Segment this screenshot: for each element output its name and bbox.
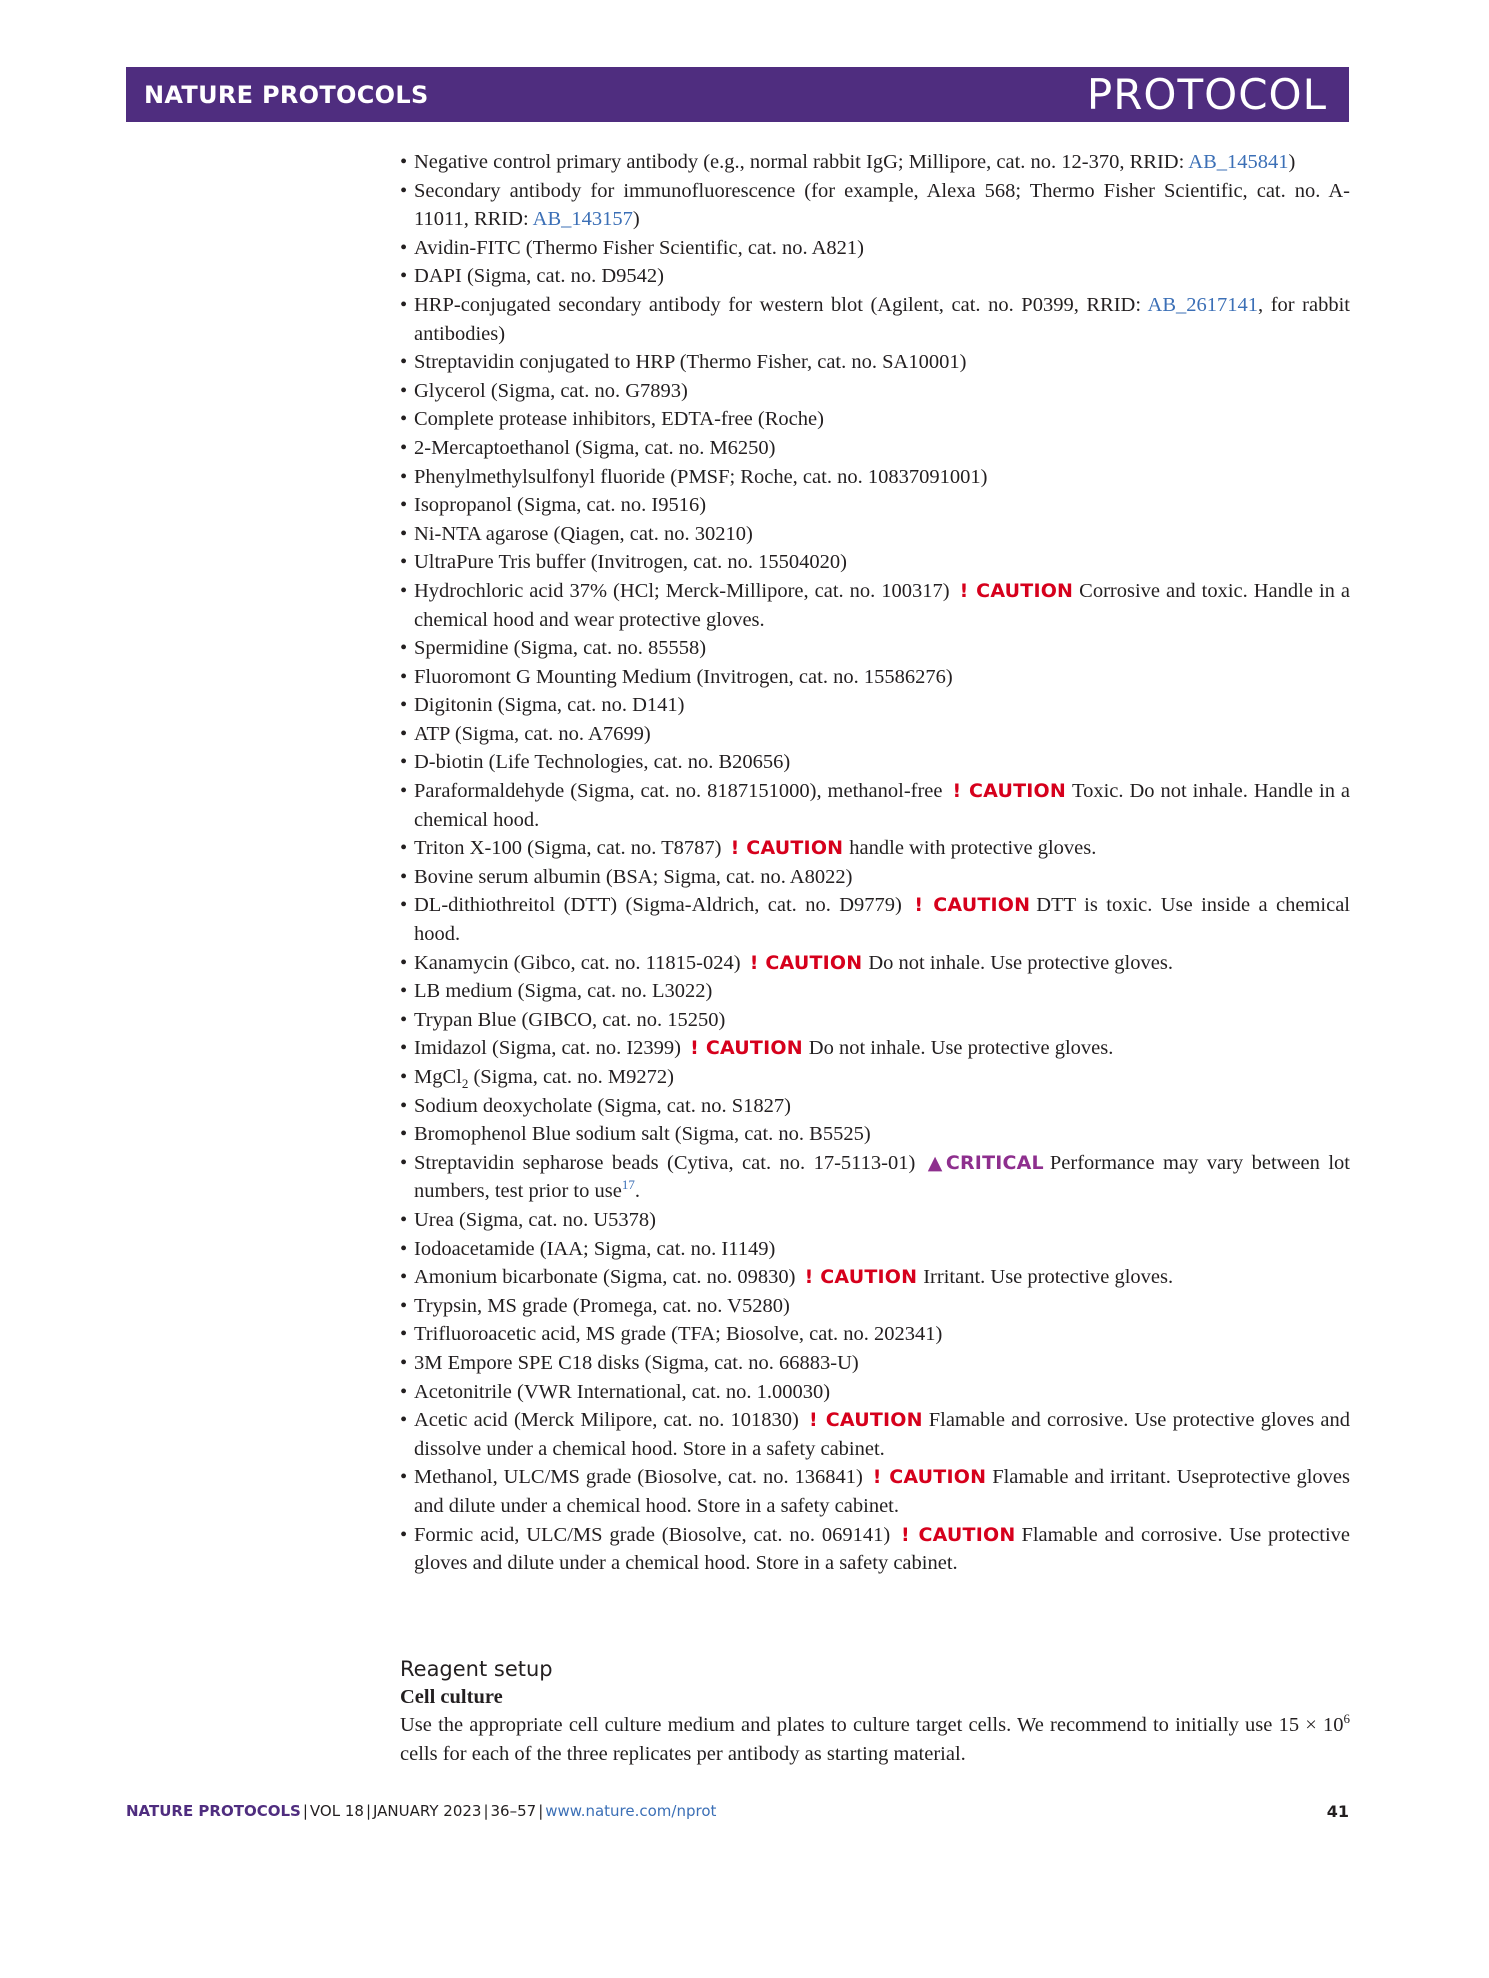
- reagent-item: [400, 234, 1350, 263]
- footer-date: JANUARY 2023: [373, 1802, 482, 1820]
- journal-name: NATURE PROTOCOLS: [144, 81, 429, 109]
- rrid-link[interactable]: AB_145841: [1188, 151, 1289, 173]
- reagent-text: Trifluoroacetic acid, MS grade (TFA; Biosolve, cat. no. 202341): [414, 1323, 943, 1346]
- rrid-link[interactable]: AB_143157: [532, 208, 633, 231]
- page-number: 41: [1326, 1802, 1349, 1821]
- reagent-note: handle with protective gloves.: [849, 837, 1097, 860]
- reagent-item: [400, 1320, 1350, 1349]
- reagent-note: Flamable and corrosive. Use protective gloves and dilute under a chemical hood. Store in a safety cabinet.: [414, 1523, 1351, 1575]
- section-heading: Reagent setup: [400, 1657, 553, 1681]
- caution-label: ! CAUTION: [952, 780, 1066, 803]
- reagent-setup-section: [400, 1655, 1350, 1768]
- reagent-text: 3M Empore SPE C18 disks (Sigma, cat. no. 66883-U): [414, 1351, 859, 1374]
- reagent-item: [400, 1349, 1350, 1378]
- reagent-item: [400, 348, 1350, 377]
- reagent-text: Triton X-100 (Sigma, cat. no. T8787): [414, 837, 727, 860]
- page-header: [126, 67, 1349, 122]
- reagent-text: UltraPure Tris buffer (Invitrogen, cat. no. 15504020): [414, 551, 847, 574]
- reagent-text: Formic acid, ULC/MS grade (Biosolve, cat. no. 069141): [414, 1523, 898, 1546]
- reagent-text: Avidin-FITC (Thermo Fisher Scientific, cat. no. A821): [414, 236, 864, 259]
- reagent-text: Streptavidin sepharose beads (Cytiva, cat. no. 17-5113-01): [414, 1151, 924, 1174]
- reagent-note: Irritant. Use protective gloves.: [923, 1266, 1174, 1289]
- article-type: PROTOCOL: [1086, 70, 1327, 119]
- reagent-item: [400, 148, 1350, 177]
- reagent-item: [400, 748, 1350, 777]
- reagent-item: [400, 1006, 1350, 1035]
- reagent-text: Paraformaldehyde (Sigma, cat. no. 8187151000), methanol-free: [414, 780, 949, 803]
- reagent-item: [400, 520, 1350, 549]
- subscript: 2: [461, 1076, 469, 1092]
- caution-label: ! CAUTION: [901, 1523, 1016, 1546]
- footer-journal: NATURE PROTOCOLS: [126, 1802, 301, 1820]
- reagent-text: 2-Mercaptoethanol (Sigma, cat. no. M6250): [414, 436, 776, 459]
- paragraph: [400, 1711, 1350, 1768]
- reagent-text: Isopropanol (Sigma, cat. no. I9516): [414, 494, 707, 517]
- reagent-text: Imidazol (Sigma, cat. no. I2399): [414, 1037, 687, 1060]
- reagent-item: [400, 1235, 1350, 1264]
- reagent-item: [400, 177, 1350, 234]
- reagent-item: [400, 577, 1350, 634]
- reagent-item: [400, 291, 1350, 348]
- reagent-item: [400, 377, 1350, 406]
- reagent-text: MgCl: [414, 1066, 462, 1088]
- subsection-heading: Cell culture: [400, 1686, 503, 1708]
- reagent-text: Acetic acid (Merck Milipore, cat. no. 101830): [414, 1409, 806, 1432]
- critical-label: ▲CRITICAL: [927, 1151, 1044, 1174]
- reagent-item: [400, 1406, 1350, 1463]
- reagent-item: [400, 891, 1350, 948]
- reagent-list-section: [400, 148, 1350, 1578]
- reagent-text: LB medium (Sigma, cat. no. L3022): [414, 980, 713, 1003]
- reagent-note: Flamable and irritant. Useprotective gloves and dilute under a chemical hood. Store in a safety cabinet.: [414, 1466, 1351, 1517]
- reagent-text: Urea (Sigma, cat. no. U5378): [414, 1208, 656, 1231]
- reagent-note: Corrosive and toxic. Handle in a chemical hood and wear protective gloves.: [414, 579, 1351, 631]
- reagent-text: Methanol, ULC/MS grade (Biosolve, cat. no. 136841): [414, 1466, 869, 1489]
- reagent-text: Complete protease inhibitors, EDTA-free (Roche): [414, 408, 824, 431]
- reagent-item: [400, 777, 1350, 834]
- reagent-item: [400, 691, 1350, 720]
- caution-label: ! CAUTION: [804, 1266, 918, 1289]
- caution-label: ! CAUTION: [809, 1409, 923, 1432]
- reagent-item: [400, 1521, 1350, 1578]
- reference-superscript[interactable]: 17: [621, 1177, 635, 1193]
- reagent-item: [400, 663, 1350, 692]
- superscript: 6: [1343, 1711, 1350, 1727]
- reagent-text: Kanamycin (Gibco, cat. no. 11815-024): [414, 951, 746, 974]
- paragraph-text: cells for each of the three replicates per antibody as starting material.: [400, 1742, 966, 1765]
- reagent-note: Do not inhale. Use protective gloves.: [868, 951, 1173, 974]
- reagent-text: Iodoacetamide (IAA; Sigma, cat. no. I1149): [414, 1237, 776, 1260]
- reagent-text: Glycerol (Sigma, cat. no. G7893): [414, 379, 688, 402]
- reagent-item: [400, 1063, 1350, 1092]
- reagent-item: [400, 405, 1350, 434]
- footer-pages: 36–57: [490, 1802, 537, 1820]
- reagent-item: [400, 463, 1350, 492]
- reagent-item: [400, 720, 1350, 749]
- reagent-text: Secondary antibody for immunofluorescence (for example, Alexa 568; Thermo Fisher Scientific, cat. no. A-11011, RRID:: [414, 179, 1350, 231]
- reagent-text-after: ): [1288, 151, 1296, 173]
- reagent-item: [400, 548, 1350, 577]
- footer-volume: VOL 18: [309, 1802, 364, 1820]
- caution-label: ! CAUTION: [690, 1037, 803, 1060]
- reagent-text-after: .: [634, 1180, 640, 1203]
- reagent-note: Do not inhale. Use protective gloves.: [808, 1037, 1114, 1060]
- reagent-text: D-biotin (Life Technologies, cat. no. B20656): [414, 751, 791, 774]
- reagent-text: Bromophenol Blue sodium salt (Sigma, cat. no. B5525): [414, 1123, 871, 1146]
- rrid-link[interactable]: AB_2617141: [1147, 293, 1258, 316]
- reagent-note: Toxic. Do not inhale. Handle in a chemical hood.: [414, 780, 1351, 831]
- caution-label: ! CAUTION: [730, 837, 844, 860]
- reagent-item: [400, 834, 1350, 863]
- reagent-list: [400, 148, 1350, 1578]
- reagent-item: [400, 1206, 1350, 1235]
- reagent-text: Acetonitrile (VWR International, cat. no. 1.00030): [414, 1380, 831, 1403]
- reagent-item: [400, 1034, 1350, 1063]
- reagent-item: [400, 1463, 1350, 1520]
- reagent-text: HRP-conjugated secondary antibody for western blot (Agilent, cat. no. P0399, RRID:: [414, 293, 1148, 316]
- reagent-text-after: , for rabbit antibodies): [414, 293, 1350, 345]
- reagent-text: Sodium deoxycholate (Sigma, cat. no. S1827): [414, 1094, 791, 1117]
- reagent-note: Performance may vary between lot numbers, test prior to use: [414, 1151, 1350, 1203]
- page-footer: NATURE PROTOCOLS | VOL 18 | JANUARY 2023 | 36–57 | www.nature.com/nprot 41: [126, 1802, 1349, 1821]
- reagent-text-after: (Sigma, cat. no. M9272): [468, 1066, 674, 1088]
- reagent-item: [400, 1378, 1350, 1407]
- reagent-text: Hydrochloric acid 37% (HCl; Merck-Millipore, cat. no. 100317): [414, 579, 956, 602]
- reagent-item: [400, 1149, 1350, 1206]
- reagent-text: Amonium bicarbonate (Sigma, cat. no. 09830): [414, 1266, 801, 1289]
- reagent-text: Negative control primary antibody (e.g., normal rabbit IgG; Millipore, cat. no. 12-370, RRID:: [414, 151, 1189, 173]
- reagent-item: [400, 491, 1350, 520]
- reagent-text: Bovine serum albumin (BSA; Sigma, cat. no. A8022): [414, 865, 853, 888]
- reagent-text: DL-dithiothreitol (DTT) (Sigma-Aldrich, cat. no. D9779): [414, 894, 911, 917]
- caution-label: ! CAUTION: [872, 1466, 987, 1489]
- reagent-text: Trypsin, MS grade (Promega, cat. no. V5280): [414, 1294, 790, 1317]
- reagent-text: Ni-NTA agarose (Qiagen, cat. no. 30210): [414, 522, 753, 545]
- reagent-item: [400, 1092, 1350, 1121]
- reagent-text-after: ): [632, 208, 640, 231]
- reagent-text: Fluoromont G Mounting Medium (Invitrogen, cat. no. 15586276): [414, 665, 953, 688]
- reagent-text: Streptavidin conjugated to HRP (Thermo Fisher, cat. no. SA10001): [414, 351, 967, 374]
- reagent-item: [400, 977, 1350, 1006]
- reagent-item: [400, 949, 1350, 978]
- paragraph-text: Use the appropriate cell culture medium and plates to culture target cells. We recommend to initially use 15 × 10: [400, 1714, 1344, 1736]
- caution-label: ! CAUTION: [749, 951, 863, 974]
- reagent-item: [400, 1292, 1350, 1321]
- reagent-text: Spermidine (Sigma, cat. no. 85558): [414, 637, 707, 660]
- reagent-item: [400, 1120, 1350, 1149]
- caution-label: ! CAUTION: [959, 579, 1074, 602]
- reagent-text: Trypan Blue (GIBCO, cat. no. 15250): [414, 1008, 726, 1031]
- reagent-note: Flamable and corrosive. Use protective gloves and dissolve under a chemical hood. Store in a safety cabinet.: [414, 1409, 1350, 1460]
- reagent-item: [400, 434, 1350, 463]
- reagent-text: Phenylmethylsulfonyl fluoride (PMSF; Roche, cat. no. 10837091001): [414, 465, 988, 488]
- reagent-item: [400, 634, 1350, 663]
- reagent-item: [400, 1263, 1350, 1292]
- reagent-item: [400, 863, 1350, 892]
- footer-url-link[interactable]: www.nature.com/nprot: [545, 1802, 717, 1820]
- reagent-text: ATP (Sigma, cat. no. A7699): [414, 722, 651, 745]
- reagent-item: [400, 262, 1350, 291]
- reagent-text: DAPI (Sigma, cat. no. D9542): [414, 265, 664, 288]
- caution-label: ! CAUTION: [914, 894, 1031, 917]
- reagent-note: DTT is toxic. Use inside a chemical hood.: [414, 894, 1351, 946]
- reagent-text: Digitonin (Sigma, cat. no. D141): [414, 694, 685, 717]
